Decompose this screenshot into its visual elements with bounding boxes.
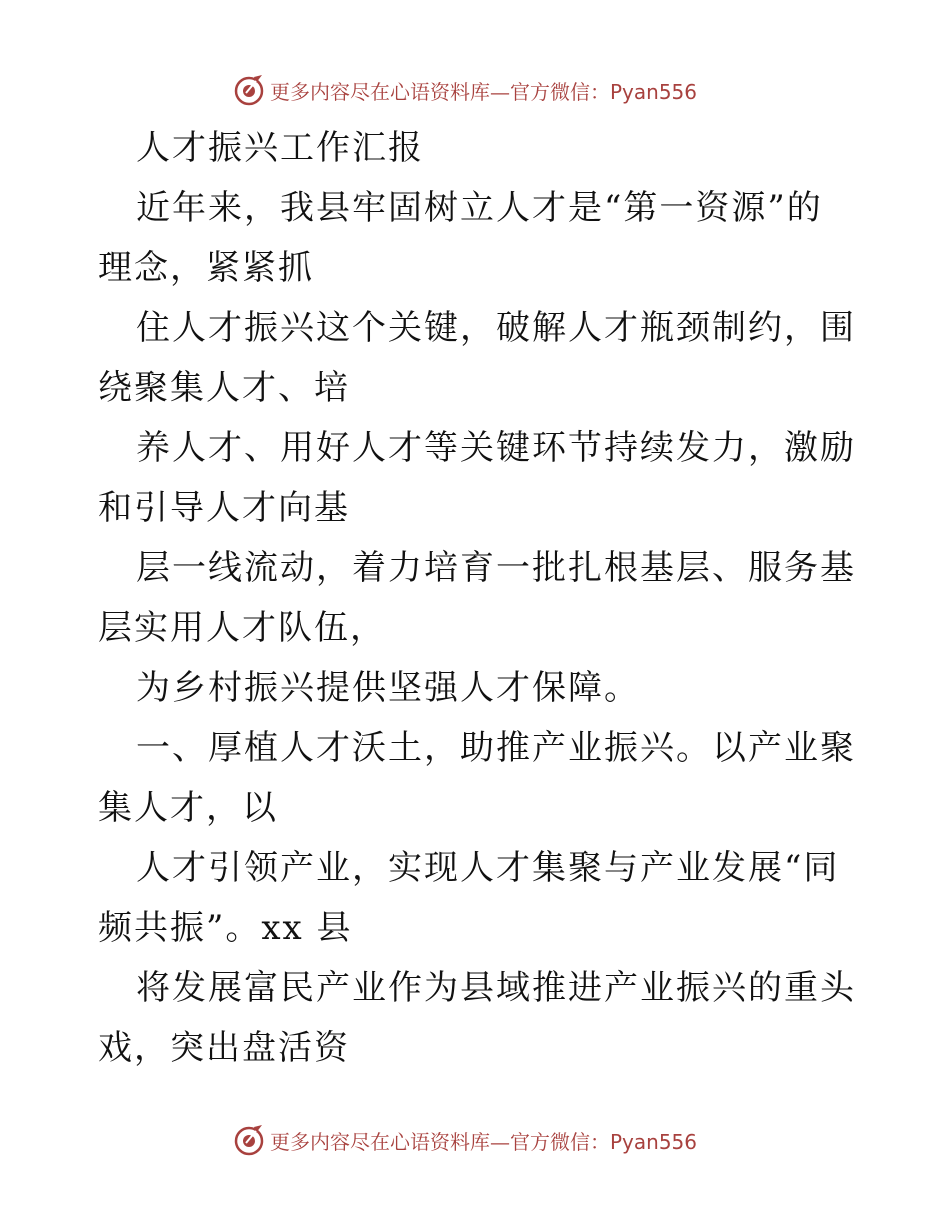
doc-paragraph: 养人才、用好人才等关键环节持续发力，激励和引导人才向基	[98, 428, 856, 528]
doc-paragraph: 一、厚植人才沃土，助推产业振兴。以产业聚集人才，以	[98, 728, 856, 828]
watermark-brand-text: 更多内容尽在心语资料库—官方微信：	[270, 79, 610, 104]
document-body	[98, 118, 858, 1078]
doc-paragraph: 住人才振兴这个关键，破解人才瓶颈制约，围绕聚集人才、培	[98, 308, 856, 408]
watermark-wechat-id: Pyan556	[610, 79, 698, 104]
quill-logo-icon	[232, 73, 266, 107]
doc-paragraph: 人才引领产业，实现人才集聚与产业发展“同频共振”。xx 县	[98, 848, 840, 948]
header-watermark	[232, 70, 712, 110]
watermark-brand-text: 更多内容尽在心语资料库—官方微信：	[270, 1129, 610, 1154]
doc-paragraph: 层一线流动，着力培育一批扎根基层、服务基层实用人才队伍，	[98, 548, 856, 648]
quill-logo-icon	[232, 1123, 266, 1157]
doc-paragraph: 将发展富民产业作为县域推进产业振兴的重头戏，突出盘活资	[98, 968, 856, 1068]
doc-title: 人才振兴工作汇报	[136, 128, 424, 168]
doc-paragraph: 为乡村振兴提供坚强人才保障。	[136, 668, 640, 708]
footer-watermark	[232, 1120, 712, 1160]
watermark-wechat-id: Pyan556	[610, 1129, 698, 1154]
doc-paragraph: 近年来，我县牢固树立人才是“第一资源”的理念，紧紧抓	[98, 188, 823, 288]
